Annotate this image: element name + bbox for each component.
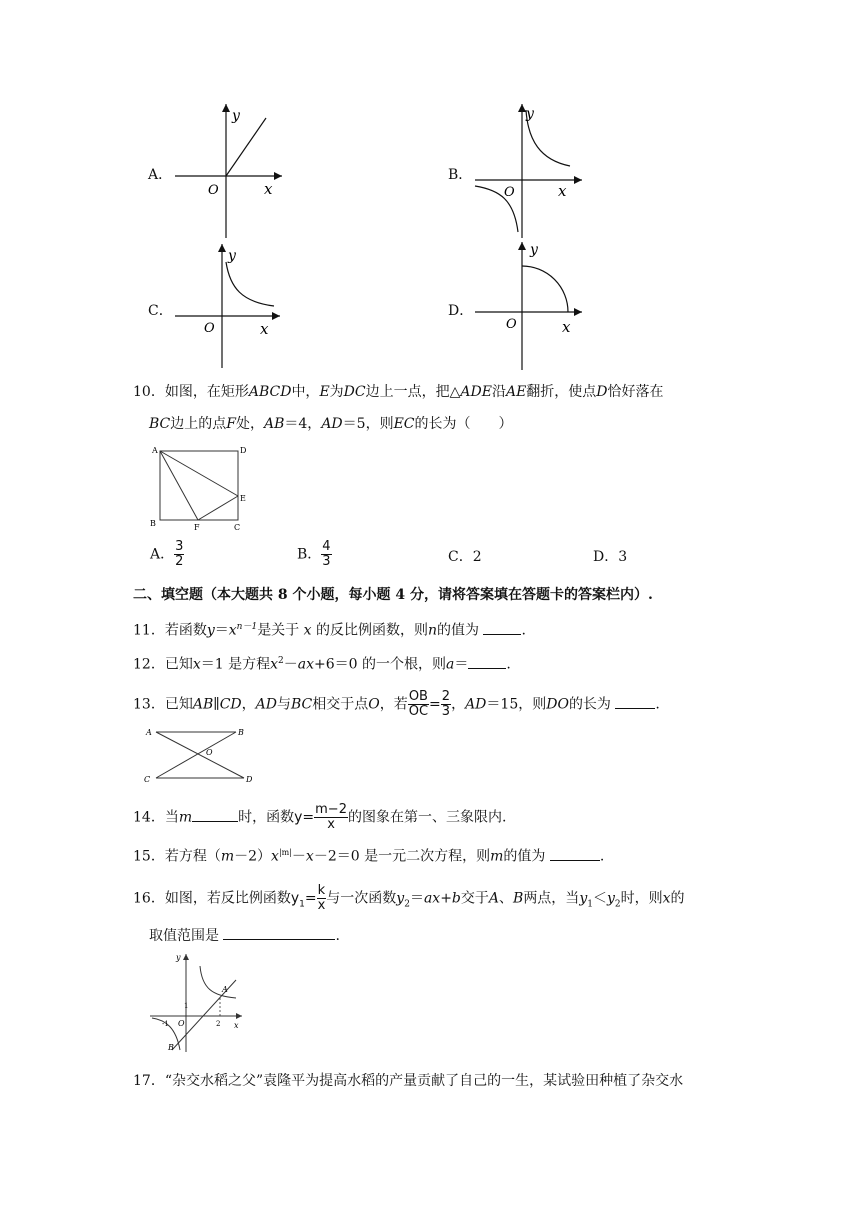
origin-label: O (208, 183, 219, 198)
q10-option-b: B． $\frac{4}{3}$ (297, 539, 331, 569)
option-c-label: C． (148, 303, 173, 319)
svg-text:O: O (204, 321, 215, 336)
graph-option-c (170, 240, 290, 370)
answer-blank[interactable] (192, 807, 238, 822)
answer-blank[interactable] (483, 620, 521, 635)
q10-option-c: C．2 (448, 549, 482, 565)
axis-y-label: y (232, 108, 240, 124)
q10-option-d: D．3 (593, 549, 628, 565)
q10-line2: BC边上的点F处，AB＝4，AD＝5，则EC的长为（ ） (149, 416, 513, 432)
svg-text:x: x (234, 1021, 239, 1030)
svg-text:D: D (240, 446, 247, 455)
option-a-label: A． (148, 167, 173, 183)
svg-text:y: y (526, 106, 534, 122)
q16-graph-figure (146, 950, 246, 1054)
svg-text:x: x (558, 182, 567, 200)
svg-text:2: 2 (216, 1020, 221, 1028)
q14: 14．当m 时，函数y= $\frac{m-2}{x}$ 的图象在第一、三象限内. (133, 802, 507, 832)
svg-text:B: B (168, 1043, 174, 1052)
q16-line1: 16．如图，若反比例函数$y_1=$ $\frac{k}{x}$ 与一次函数$y_2=ax+b$交于A、B两点，当$y_1<y_2$时，则x的 (133, 883, 685, 913)
q10-option-a: A． $\frac{3}{2}$ (150, 539, 184, 569)
option-d-label: D． (448, 303, 474, 319)
svg-text:-1: -1 (162, 1020, 169, 1028)
svg-text:B: B (150, 519, 156, 528)
svg-text:A: A (152, 446, 158, 455)
q15: 15．若方程$(m-2)x^{|m|}-x-2=0$ 是一元二次方程，则m的值为 . (133, 843, 604, 867)
answer-blank[interactable] (615, 694, 655, 709)
svg-text:B: B (238, 728, 244, 737)
section-2-heading: 二、填空题（本大题共 8 个小题，每小题 4 分，请将答案填在答题卡的答案栏内）. (133, 587, 653, 603)
axis-x-label: x (264, 180, 273, 198)
q12: 12．已知x＝1 是方程$x^2-ax+6=0$ 的一个根，则a＝ . (133, 651, 511, 675)
q13: 13．已知AB∥CD，AD与BC相交于点O，若 $\frac{OB}{OC}$ = $\frac{2}{3}$ ，AD＝15，则DO的长为 . (133, 689, 660, 719)
svg-text:1: 1 (184, 1002, 189, 1010)
svg-text:A: A (222, 985, 228, 994)
svg-text:y: y (228, 248, 236, 264)
svg-text:C: C (144, 775, 151, 784)
svg-text:F: F (194, 523, 200, 531)
svg-text:O: O (504, 185, 515, 200)
q17: 17．“杂交水稻之父”袁隆平为提高水稻的产量贡献了自己的一生，某试验田种植了杂交水 (133, 1073, 684, 1089)
svg-text:O: O (178, 1019, 185, 1028)
answer-blank[interactable] (468, 654, 506, 669)
svg-text:D: D (246, 775, 253, 784)
svg-text:y: y (530, 242, 538, 258)
graph-option-a (170, 100, 290, 240)
svg-text:E: E (240, 494, 246, 503)
svg-text:x: x (562, 318, 571, 336)
q11: 11．若函数$y=x^{n-1}$是关于 x 的反比例函数，则n的值为 . (133, 617, 526, 641)
q10-line1: 10．如图，在矩形ABCD中，E为DC边上一点，把△ADE沿AE翻折，使点D恰好落在 (133, 384, 664, 400)
answer-blank[interactable] (223, 925, 335, 940)
option-b-label: B． (448, 167, 473, 183)
svg-text:x: x (260, 320, 269, 338)
graph-option-b (470, 100, 590, 240)
svg-text:A: A (146, 728, 152, 737)
q10-rectangle-figure (146, 443, 256, 531)
svg-text:y: y (176, 953, 181, 962)
answer-blank[interactable] (550, 846, 600, 861)
svg-text:O: O (206, 748, 213, 757)
q13-parallel-figure (140, 722, 260, 788)
svg-text:C: C (234, 523, 241, 531)
svg-text:O: O (506, 317, 517, 332)
q16-line2: 取值范围是 . (149, 925, 340, 946)
graph-option-d (470, 238, 590, 372)
